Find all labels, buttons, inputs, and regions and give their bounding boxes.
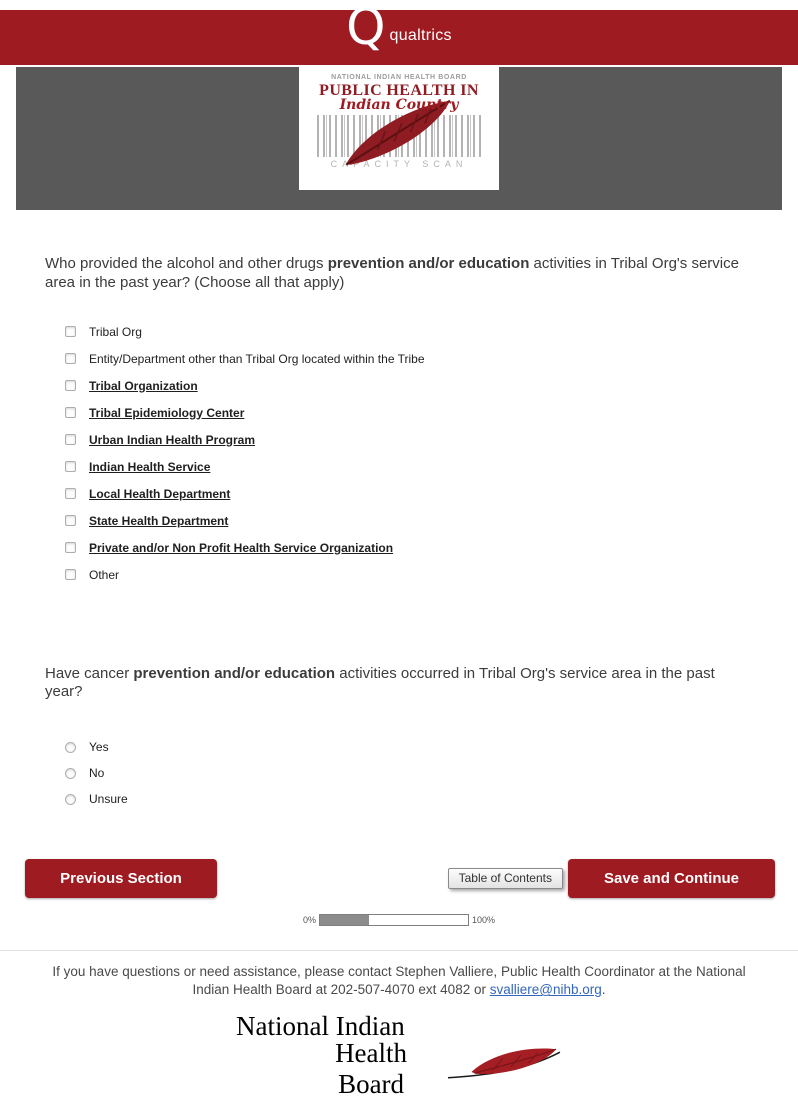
question-1-choices [65,324,753,583]
logo-org-name: NATIONAL INDIAN HEALTH BOARD [331,74,467,81]
choice-label: Other [89,567,120,582]
qualtrics-logo [346,0,452,56]
checkbox-row-other[interactable] [65,567,753,583]
checkbox-row-tribal-organization[interactable] [65,378,753,394]
nihb-feather-icon [446,1046,564,1082]
checkbox-row-private-nonprofit[interactable] [65,540,753,556]
question-2-before: Have cancer [45,664,134,682]
radio-row-unsure[interactable] [65,791,753,807]
checkbox-row-urban-indian-health-program[interactable] [65,432,753,448]
question-2-bold: prevention and/or education [133,664,336,682]
choice-label: Tribal Org [89,324,142,339]
choice-label-link[interactable]: Tribal Epidemiology Center [89,405,245,420]
radio-unsure[interactable] [65,794,76,805]
checkbox-urban-indian-health-program[interactable] [65,434,76,445]
logo-script-title: Indian Country [339,97,459,113]
progress-bar-row [45,914,753,950]
question-2-choices [65,739,753,807]
choice-label-link[interactable]: Tribal Organization [89,378,198,393]
qualtrics-wordmark: qualtrics [389,27,452,44]
previous-section-button[interactable]: Previous Section [25,859,217,898]
footer-text-before: If you have questions or need assistance, please contact Stephen Valliere, Public Health Coordinator at the National Indian Health Board at 202-507-4070 ext 4082 or [52,964,746,998]
checkbox-entity-department[interactable] [65,353,76,364]
choice-label: Yes [89,740,109,754]
choice-label: No [89,766,105,780]
checkbox-state-health-department[interactable] [65,515,76,526]
choice-label-link[interactable]: Indian Health Service [89,459,211,474]
radio-no[interactable] [65,768,76,779]
contact-email-link[interactable]: svalliere@nihb.org [489,982,602,998]
save-and-continue-button[interactable]: Save and Continue [568,859,775,898]
progress-start-label: 0% [302,915,316,925]
radio-yes[interactable] [65,742,76,753]
logo-tagline: CAPACITY SCAN [330,159,468,169]
radio-row-yes[interactable] [65,739,753,755]
logo-barcode-area [317,109,481,157]
footer-contact-text [39,963,759,999]
table-of-contents-button[interactable]: Table of Contents [448,868,563,889]
survey-logo-box [299,67,499,190]
checkbox-row-tribal-org[interactable] [65,324,753,340]
choice-label: Entity/Department other than Tribal Org located within the Tribe [89,351,425,366]
checkbox-row-local-health-department[interactable] [65,486,753,502]
nihb-logo [234,1011,564,1110]
progress-bar [319,914,469,926]
right-button-group [448,859,775,898]
checkbox-local-health-department[interactable] [65,488,76,499]
checkbox-row-state-health-department[interactable] [65,513,753,529]
checkbox-row-indian-health-service[interactable] [65,459,753,475]
question-1-bold: prevention and/or education [327,255,530,272]
question-1-before: Who provided the alcohol and other drugs [45,255,328,272]
question-1-text [45,255,745,293]
qualtrics-q-icon: Q [346,0,386,56]
choice-label-link[interactable]: Local Health Department [89,486,231,501]
checkbox-indian-health-service[interactable] [65,461,76,472]
progress-fill [320,915,369,925]
qualtrics-header-bar [0,0,798,65]
navigation-buttons-row [25,859,775,898]
progress-end-label: 100% [471,915,496,925]
radio-row-no[interactable] [65,765,753,781]
question-2-text [45,665,745,703]
checkbox-tribal-org[interactable] [65,326,76,337]
checkbox-tribal-epidemiology-center[interactable] [65,407,76,418]
checkbox-other[interactable] [65,569,76,580]
checkbox-row-tribal-epidemiology-center[interactable] [65,405,753,421]
logo-title: PUBLIC HEALTH IN [319,82,479,99]
choice-label-link[interactable]: Urban Indian Health Program [89,432,256,447]
footer-text-after: . [601,982,606,998]
question-2-after: activities occurred in Tribal Org's service area in the past year? [45,664,715,701]
footer [0,950,798,1110]
choice-label: Unsure [89,792,128,806]
checkbox-private-nonprofit[interactable] [65,542,76,553]
nihb-logo-line2: Health Board [335,1038,408,1100]
checkbox-row-entity-department[interactable] [65,351,753,367]
survey-content [0,210,798,950]
choice-label-link[interactable]: State Health Department [89,513,229,528]
banner-band [16,67,782,210]
choice-label-link[interactable]: Private and/or Non Profit Health Service Organization [89,540,394,555]
question-1-after: activities in Tribal Org's service area in the past year? (Choose all that apply) [45,255,739,291]
nihb-logo-line1: National Indian [236,1011,405,1042]
nihb-logo-row2 [234,1038,564,1100]
checkbox-tribal-organization[interactable] [65,380,76,391]
